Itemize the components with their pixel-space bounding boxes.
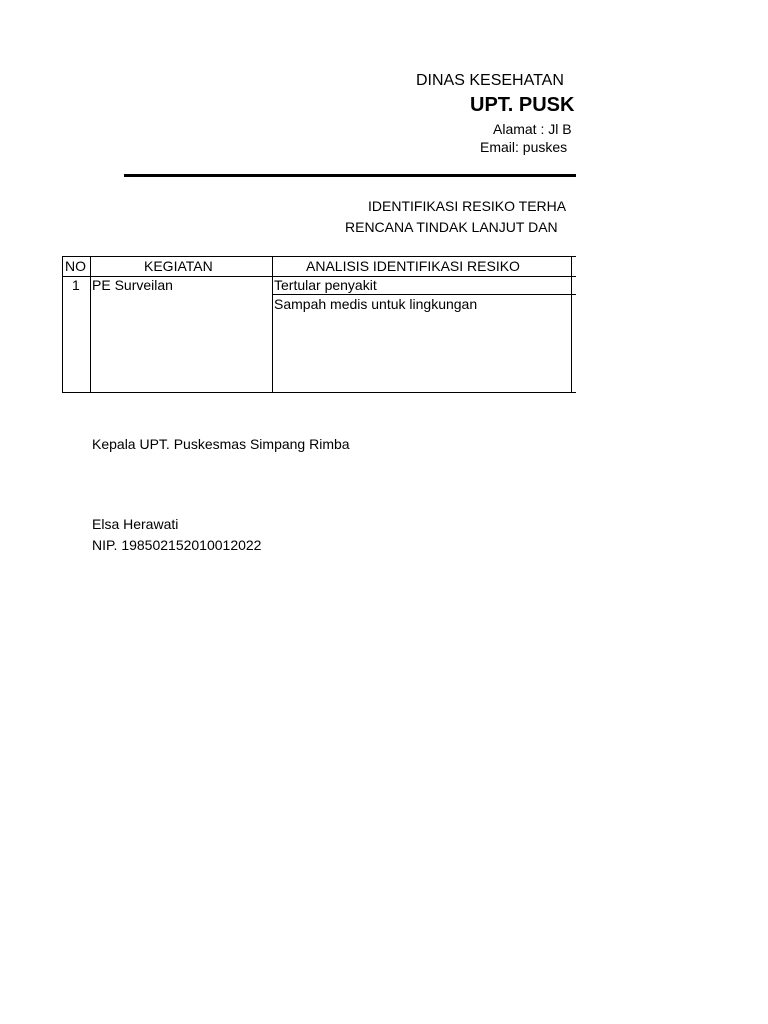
table-border-top (62, 256, 576, 257)
address-line: Alamat : Jl B (493, 121, 572, 137)
table-column-divider-kegiatan (272, 256, 273, 393)
document-title-line-1: IDENTIFIKASI RESIKO TERHA (368, 198, 567, 214)
document-title-line-2: RENCANA TINDAK LANJUT DAN (345, 219, 558, 235)
email-line: Email: puskes (480, 139, 568, 155)
agency-name: DINAS KESEHATAN (416, 72, 564, 89)
header-divider (124, 174, 576, 177)
risk-table (62, 256, 576, 393)
table-header-analisis: ANALISIS IDENTIFIKASI RESIKO (306, 258, 520, 274)
table-cell-analisis-1: Tertular penyakit (274, 277, 377, 293)
signature-title: Kepala UPT. Puskesmas Simpang Rimba (92, 436, 350, 452)
table-column-divider-no (90, 256, 91, 393)
table-column-divider-analisis (571, 256, 572, 393)
table-border-left (62, 256, 63, 393)
unit-name: UPT. PUSK (470, 94, 575, 116)
signature-name: Elsa Herawati (92, 516, 179, 532)
table-border-bottom (62, 392, 576, 393)
table-header-no: NO (65, 258, 86, 274)
table-cell-kegiatan: PE Surveilan (92, 277, 173, 293)
table-row-divider (272, 294, 576, 295)
table-cell-no: 1 (72, 277, 80, 293)
table-cell-analisis-2: Sampah medis untuk lingkungan (274, 296, 478, 312)
signature-nip: NIP. 198502152010012022 (92, 537, 262, 553)
table-header-kegiatan: KEGIATAN (144, 258, 213, 274)
